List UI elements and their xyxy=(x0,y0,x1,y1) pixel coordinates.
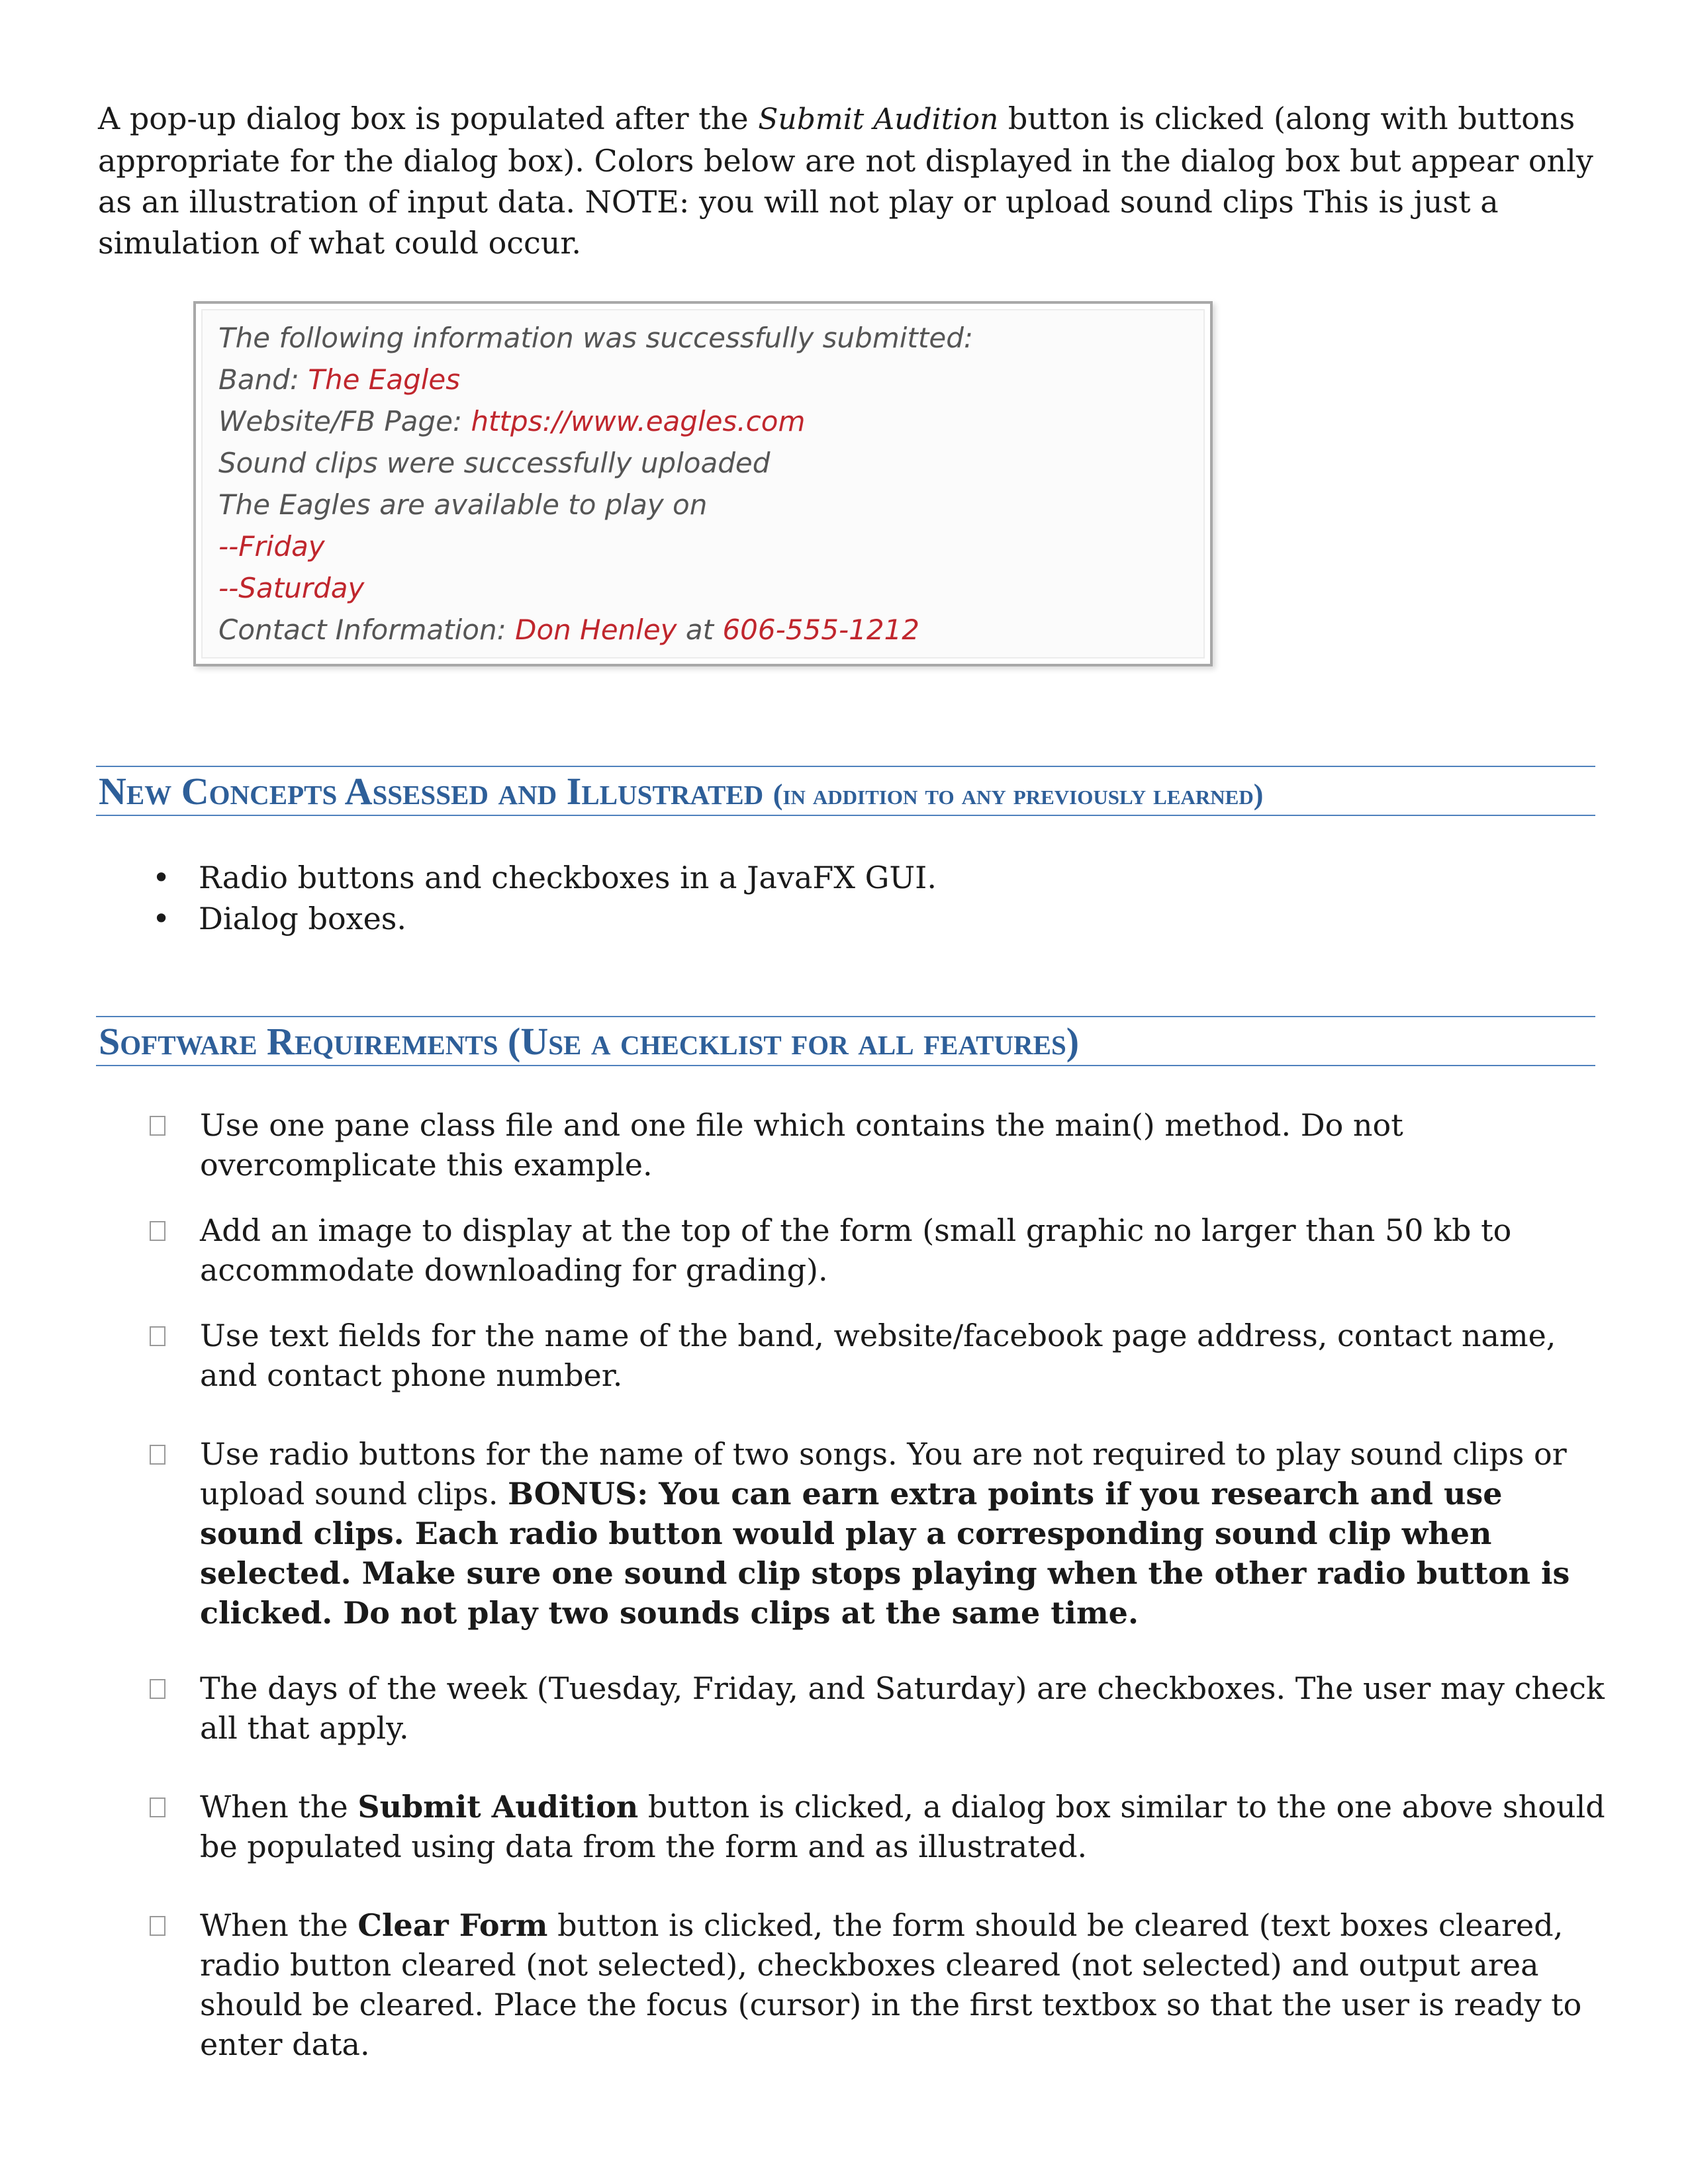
checkbox-icon xyxy=(150,1679,165,1699)
section-software-requirements xyxy=(96,1016,1595,1066)
checkbox-icon xyxy=(150,1797,165,1817)
requirement-plain-text: When the xyxy=(200,1789,358,1825)
submit-audition-reference: Submit Audition xyxy=(758,103,999,136)
requirement-text xyxy=(200,1787,1606,1866)
bullet-icon: • xyxy=(152,860,171,895)
intro-paragraph xyxy=(98,98,1594,263)
contact-name: Don Henley xyxy=(515,614,677,646)
list-item-text: Dialog boxes. xyxy=(199,901,407,936)
requirement-text: Add an image to display at the top of the form (small graphic no larger than 50 kb to accommodate downloading for grading). xyxy=(200,1212,1512,1288)
requirement-item xyxy=(150,1905,1606,2064)
dialog-line-submitted: The following information was successfully submitted: xyxy=(218,322,974,354)
section-title-main: New Concepts Assessed and Illustrated xyxy=(99,770,773,813)
requirement-item xyxy=(150,1105,1606,1185)
requirement-plain-text: Use radio buttons for the name of two songs. You are not required to play sound clips or upload sound clips. xyxy=(200,1436,1567,1512)
intro-text-before: A pop-up dialog box is populated after the xyxy=(98,101,759,136)
requirement-text: Use text fields for the name of the band, website/facebook page address, contact name, and contact phone number. xyxy=(200,1318,1556,1393)
website-label: Website/FB Page: xyxy=(218,405,471,437)
bullet-icon: • xyxy=(152,901,171,936)
requirement-item xyxy=(150,1434,1606,1633)
dialog-line-sound-clips: Sound clips were successfully uploaded xyxy=(218,447,771,479)
band-value: The Eagles xyxy=(308,363,461,396)
requirement-text: Use one pane class file and one file which contains the main() method. Do not overcomplicate this example. xyxy=(200,1107,1403,1183)
dialog-day-saturday: --Saturday xyxy=(218,572,365,604)
requirement-plain-text: When the xyxy=(200,1907,358,1943)
dialog-day-friday: --Friday xyxy=(218,530,325,563)
bonus-text: BONUS: You can earn extra points if you research and use sound clips. Each radio button would play a corresponding sound clip when selected. Make sure one sound clip stops playing when the other radio button is clicked. Do not play two sounds clips at the same time. xyxy=(200,1476,1570,1631)
requirement-text xyxy=(200,1434,1606,1633)
requirement-text: The days of the week (Tuesday, Friday, and Saturday) are checkboxes. The user may check all that apply. xyxy=(200,1670,1605,1746)
dialog-line-contact xyxy=(218,609,1210,651)
dialog-line-available: The Eagles are available to play on xyxy=(218,488,708,521)
website-value: https://www.eagles.com xyxy=(471,405,806,437)
requirement-item xyxy=(150,1668,1606,1748)
list-item-text: Radio buttons and checkboxes in a JavaFX GUI. xyxy=(199,860,937,895)
requirement-plain-text: button is clicked, the form should be cleared (text boxes cleared, radio button cleared (not selected), checkboxes cleared (not selected) and output area should be cleared. Place the focus (cursor) in the first textbox so that the user is ready to enter data. xyxy=(200,1907,1582,2062)
contact-label: Contact Information: xyxy=(218,614,516,646)
dialog-line-website xyxy=(218,400,1210,442)
checkbox-icon xyxy=(150,1116,165,1136)
intro-text-after: button is clicked (along with buttons appropriate for the dialog box). Colors below are not displayed in the dialog box but appear only as an illustration of input data. NOTE: you will not play or upload sound clips This is just a simulation of what could occur. xyxy=(98,101,1593,261)
checkbox-icon xyxy=(150,1221,165,1241)
sample-dialog-box xyxy=(193,301,1213,666)
concepts-list xyxy=(152,857,937,939)
requirement-text xyxy=(200,1905,1606,2064)
section-new-concepts xyxy=(96,766,1595,816)
requirement-item xyxy=(150,1210,1606,1290)
dialog-line-band xyxy=(218,359,1210,400)
checkbox-icon xyxy=(150,1326,165,1346)
requirement-item xyxy=(150,1316,1606,1395)
requirement-item xyxy=(150,1787,1606,1866)
band-label: Band: xyxy=(218,363,308,396)
list-item xyxy=(152,857,937,898)
section-new-concepts-title xyxy=(99,772,1263,814)
list-item xyxy=(152,898,937,939)
checkbox-icon xyxy=(150,1445,165,1465)
section-title-sub: (in addition to any previously learned) xyxy=(773,778,1264,811)
clear-form-button-name: Clear Form xyxy=(357,1907,548,1943)
section-software-requirements-title: Software Requirements (Use a checklist for all features) xyxy=(99,1020,1080,1063)
submit-audition-button-name: Submit Audition xyxy=(357,1789,639,1825)
contact-phone: 606-555-1212 xyxy=(722,614,919,646)
contact-at: at xyxy=(677,614,723,646)
checkbox-icon xyxy=(150,1916,165,1936)
requirement-plain-text: button is clicked, a dialog box similar to the one above should be populated using data from the form and as illustrated. xyxy=(200,1789,1605,1864)
